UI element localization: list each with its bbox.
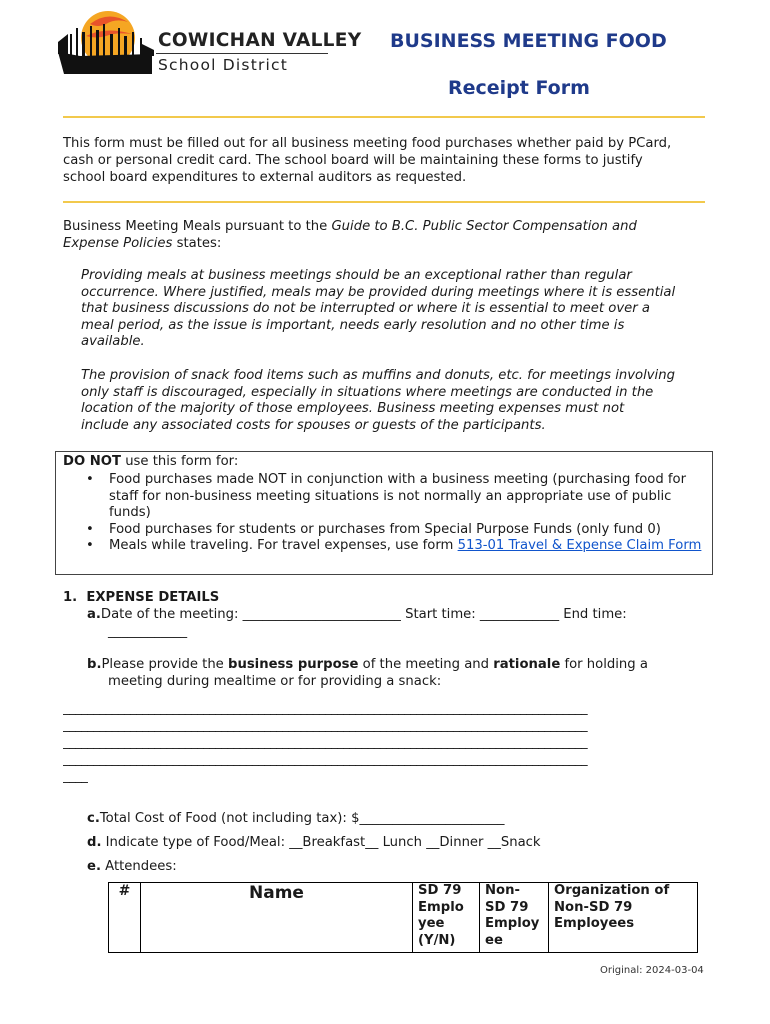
header-line: SD 79	[418, 883, 462, 898]
intro-line: school board expenditures to external auditors as requested.	[63, 170, 467, 185]
item-label: a.	[87, 607, 101, 622]
meal-type-row	[87, 835, 541, 850]
policy-lead	[63, 218, 708, 252]
meal-type-field[interactable]: Indicate type of Food/Meal: __Breakfast__ Lunch __Dinner __Snack	[101, 835, 541, 850]
end-time-field[interactable]: ____________	[108, 624, 188, 639]
bullet-icon: •	[86, 472, 94, 487]
policy-quote-1	[81, 268, 705, 351]
meeting-date-field[interactable]: Date of the meeting: ________________________ Start time: ____________ End time:	[100, 607, 627, 622]
list-item	[82, 538, 706, 555]
prompt-text: for holding a	[560, 657, 648, 672]
policy-guide-title: Guide to B.C. Public Sector Compensation and	[331, 219, 637, 234]
logo-district-name: COWICHAN VALLEY	[158, 30, 362, 51]
header-line: ee	[485, 932, 503, 948]
policy-guide-title: Expense Policies	[63, 236, 173, 251]
header-line: Employ	[485, 916, 540, 931]
divider-middle	[63, 201, 705, 203]
prompt-text: Please provide the	[101, 657, 228, 672]
quote-line: meal period, as the issue is important, needs early resolution and no other time is	[81, 317, 625, 333]
attendees-label: Attendees:	[100, 859, 177, 874]
prompt-bold: rationale	[493, 657, 561, 672]
quote-line: occurrence. Where justified, meals may be provided during meetings where it is essential	[81, 284, 676, 300]
header-line: Emplo	[418, 899, 464, 915]
quote-line: location of the majority of those employees. Business meeting expenses must not	[81, 401, 625, 417]
logo-divider	[156, 53, 328, 54]
section-heading	[63, 590, 219, 605]
item-label: d.	[87, 835, 102, 850]
list-item-text: Meals while traveling. For travel expenses, use form	[109, 538, 458, 554]
quote-line: include any associated costs for spouses or guests of the participants.	[81, 417, 546, 433]
item-label: e.	[87, 859, 101, 874]
col-organization-header	[549, 883, 698, 953]
quote-line: only staff is discouraged, especially in situations where meetings are conducted in the	[81, 384, 654, 400]
total-cost-row	[87, 811, 505, 826]
header-line: SD 79	[485, 899, 529, 915]
header-line: yee	[418, 916, 445, 931]
policy-lead-text: states:	[172, 236, 222, 251]
attendees-row	[87, 859, 177, 874]
item-label: b.	[87, 657, 102, 672]
do-not-label: DO NOT	[63, 454, 121, 469]
list-item	[82, 472, 706, 522]
business-purpose-answer-lines[interactable]	[63, 700, 708, 785]
col-sd79-header	[413, 883, 480, 953]
travel-expense-form-link[interactable]: 513-01 Travel & Expense Claim Form	[457, 538, 702, 554]
header-line: Employees	[554, 916, 635, 931]
do-not-use-box	[55, 451, 713, 575]
form-subtitle: Receipt Form	[448, 77, 590, 99]
do-not-list	[82, 472, 706, 555]
attendees-table	[108, 882, 698, 953]
intro-line: cash or personal credit card. The school board will be maintaining these forms to justify	[63, 153, 643, 168]
district-logo	[56, 4, 362, 78]
item-label: c.	[87, 811, 100, 826]
table-header-row	[109, 883, 698, 953]
bullet-icon: •	[86, 538, 94, 554]
section-title: EXPENSE DETAILS	[86, 590, 220, 605]
intro-paragraph	[63, 135, 708, 186]
form-title: BUSINESS MEETING FOOD	[390, 30, 667, 52]
divider-top	[63, 116, 705, 118]
list-item-text: Food purchases made NOT in conjunction with a business meeting (purchasing food for staff for non-business meeting situations is not normally an appropriate use of public funds)	[109, 472, 687, 521]
logo-sun-icon	[56, 4, 156, 78]
quote-line: The provision of snack food items such as muffins and donuts, etc. for meetings involving	[81, 368, 675, 383]
do-not-text: use this form for:	[121, 454, 239, 469]
header-line: (Y/N)	[418, 932, 456, 948]
list-item	[82, 522, 706, 539]
prompt-text: of the meeting and	[358, 657, 494, 672]
prompt-bold: business purpose	[228, 657, 359, 672]
policy-quote-2	[81, 368, 705, 434]
total-cost-field[interactable]: Total Cost of Food (not including tax): $______________________	[99, 811, 505, 826]
original-date: Original: 2024-03-04	[600, 965, 704, 976]
col-name-header: Name	[141, 883, 413, 953]
header-line: Non-	[485, 883, 520, 898]
section-number: 1.	[63, 590, 78, 605]
answer-line[interactable]: ______________________________________________________________________________________	[63, 718, 588, 733]
intro-line: This form must be filled out for all business meeting food purchases whether paid by PCard,	[63, 136, 672, 151]
col-number-header: #	[109, 883, 141, 953]
quote-line: available.	[81, 334, 145, 350]
business-purpose-prompt-cont: meeting during mealtime or for providing a snack:	[108, 674, 442, 689]
bullet-icon: •	[86, 521, 94, 537]
list-item-text: Food purchases for students or purchases from Special Purpose Funds (only fund 0)	[109, 521, 661, 537]
quote-line: that business discussions do not be interrupted or where it is essential to meet over a	[81, 301, 650, 317]
header-line: Non-SD 79	[554, 899, 633, 915]
answer-line[interactable]: ______________________________________________________________________________________	[63, 752, 588, 767]
answer-line[interactable]: ______________________________________________________________________________________	[63, 701, 588, 716]
meeting-date-row	[87, 607, 627, 622]
col-non-sd79-header	[480, 883, 549, 953]
answer-line[interactable]: ____	[63, 769, 88, 784]
answer-line[interactable]: ______________________________________________________________________________________	[63, 735, 588, 750]
do-not-use-heading	[63, 454, 238, 469]
policy-lead-text: Business Meeting Meals pursuant to the	[63, 219, 332, 234]
quote-line: Providing meals at business meetings should be an exceptional rather than regular	[81, 268, 632, 283]
business-purpose-prompt	[87, 657, 648, 672]
logo-district-subtitle: School District	[158, 56, 289, 74]
header-line: Organization of	[554, 883, 670, 898]
